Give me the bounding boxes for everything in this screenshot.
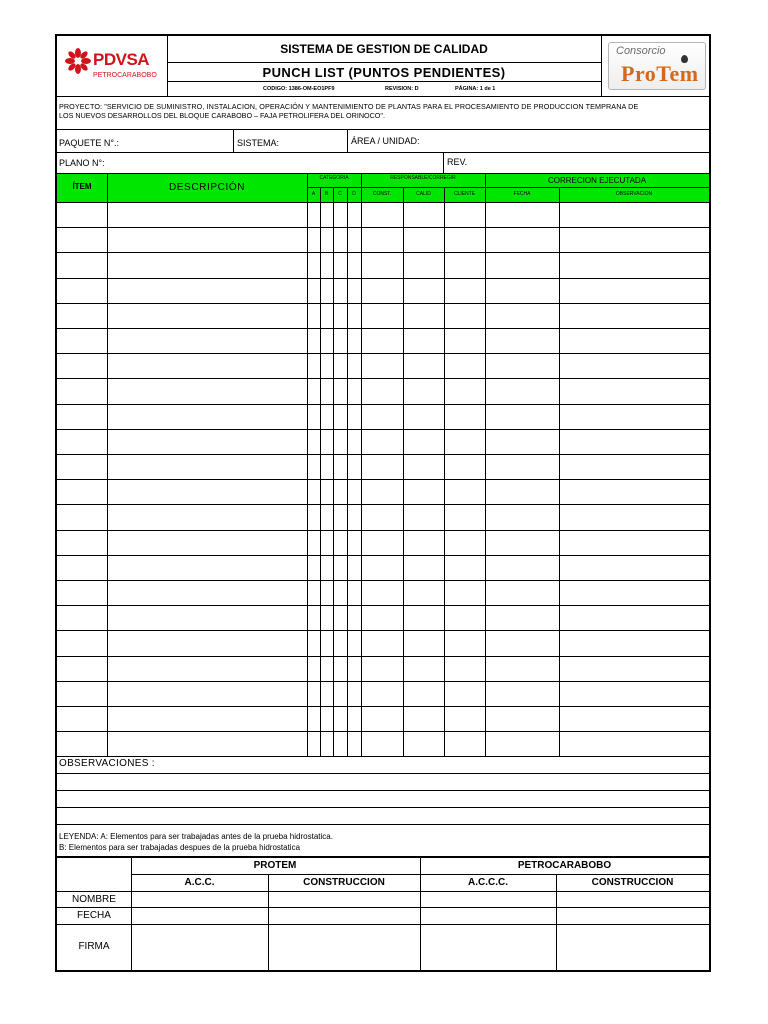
table-row [57,530,709,531]
document-codes [167,82,601,96]
revision-text: REVISION: D [385,86,419,92]
protem-logo-box [608,42,706,90]
table-row [57,656,709,657]
column-divider [361,174,362,756]
observaciones-line [57,790,709,791]
observaciones-line [57,824,709,825]
plano-label: PLANO N°: [59,158,105,168]
pdvsa-sun-icon [65,48,91,74]
divider [443,153,444,173]
divider [57,924,709,925]
table-row [57,454,709,455]
divider [420,858,421,970]
table-row [57,580,709,581]
table-row [57,303,709,304]
divider [556,875,557,970]
leyenda-line-2: B: Elementos para ser trabajadas despues de la prueba hidrostatica [59,843,301,852]
fecha-label: FECHA [77,910,111,921]
project-line-2: LOS NUEVOS DESARROLLOS DEL BLOQUE CARABOBO – FAJA PETROLIFERA DEL ORINOCO". [59,111,385,120]
cat-a-header: A [311,191,316,197]
form-header [57,36,709,97]
column-divider [307,174,308,756]
table-row [57,605,709,606]
resp-calid-header: CALID [416,191,431,197]
firma-label: FIRMA [78,941,110,952]
table-row [57,706,709,707]
divider [57,202,709,203]
punch-list-form [55,34,711,972]
protem-logo [601,36,710,96]
table-row [57,353,709,354]
descripcion-header: DESCRIPCIÓN [168,182,246,193]
protem-logo-text: ProTem [621,61,699,86]
system-title: SISTEMA DE GESTION DE CALIDAD [167,36,601,63]
cat-c-header: C [338,191,342,197]
paquete-label: PAQUETE N°.: [59,138,119,148]
divider [57,129,709,130]
divider [347,130,348,152]
column-divider [107,174,108,756]
column-divider [559,187,560,756]
codigo-text: CODIGO: 1386-OM-EO1PF9 [263,86,335,92]
petro-accc-header: A.C.C.C. [468,877,508,888]
table-row [57,404,709,405]
cat-d-header: D [352,191,356,197]
rev-label: REV. [447,157,468,167]
nombre-label: NOMBRE [72,894,116,905]
protem-acc-header: A.C.C. [184,877,215,888]
table-row [57,555,709,556]
table-row [57,504,709,505]
corr-observacion-header: OBSERVACION [615,191,653,197]
divider [57,891,709,892]
item-header: ÍTEM [72,182,92,191]
column-divider [485,174,486,756]
column-divider [333,187,334,756]
observaciones-label: OBSERVACIONES : [59,758,155,769]
categoria-header: CATEGORIA [319,175,349,181]
table-row [57,278,709,279]
petro-construccion-header: CONSTRUCCION [591,877,674,888]
resp-const-header: CONST. [372,191,392,197]
divider [57,152,709,153]
pdvsa-logo-text: PDVSA [93,50,150,69]
divider [307,187,709,188]
column-divider [444,187,445,756]
divider [268,875,269,970]
pdvsa-logo-subtitle: PETROCARABOBO [93,72,157,79]
pagina-text: PÁGINA: 1 de 1 [455,86,496,92]
table-row [57,429,709,430]
divider [131,858,132,970]
table-row [57,756,709,757]
area-label: ÁREA / UNIDAD: [351,136,420,146]
table-row [57,681,709,682]
signature-table [57,856,709,972]
table-row [57,252,709,253]
document-title: PUNCH LIST (PUNTOS PENDIENTES) [167,63,601,82]
divider [233,130,234,152]
protem-construccion-header: CONSTRUCCION [303,877,385,888]
table-row [57,479,709,480]
title-block [167,36,601,96]
correccion-header: CORRECION EJECUTADA [547,176,647,185]
project-line-1: PROYECTO: "SERVICIO DE SUMINISTRO, INSTALACION, OPERACIÓN Y MANTENIMIENTO DE PLANTAS PARA EL PROCESAMIENTO DE PRODUCCION TEMPRANA DE [59,102,639,111]
table-row [57,378,709,379]
table-row [57,328,709,329]
resp-cliente-header: CLIENTE [453,191,476,197]
cat-b-header: B [324,191,329,197]
responsable-header: RESPONSABLE/CORREGIR [390,175,456,181]
observaciones-line [57,807,709,808]
protem-group-header: PROTEM [253,860,297,871]
table-row [57,731,709,732]
leyenda-line-1: LEYENDA: A: Elementos para ser trabajadas antes de la prueba hidrostatica. [59,832,333,841]
sistema-label: SISTEMA: [237,138,280,148]
column-divider [320,187,321,756]
column-divider [347,187,348,756]
table-row [57,630,709,631]
column-divider [403,187,404,756]
table-row [57,227,709,228]
corr-fecha-header: FECHA [513,191,531,197]
pdvsa-logo [57,36,168,96]
observaciones-line [57,773,709,774]
divider [57,907,709,908]
petrocarabobo-group-header: PETROCARABOBO [517,860,612,871]
protem-consorcio-text: Consorcio [616,45,666,57]
